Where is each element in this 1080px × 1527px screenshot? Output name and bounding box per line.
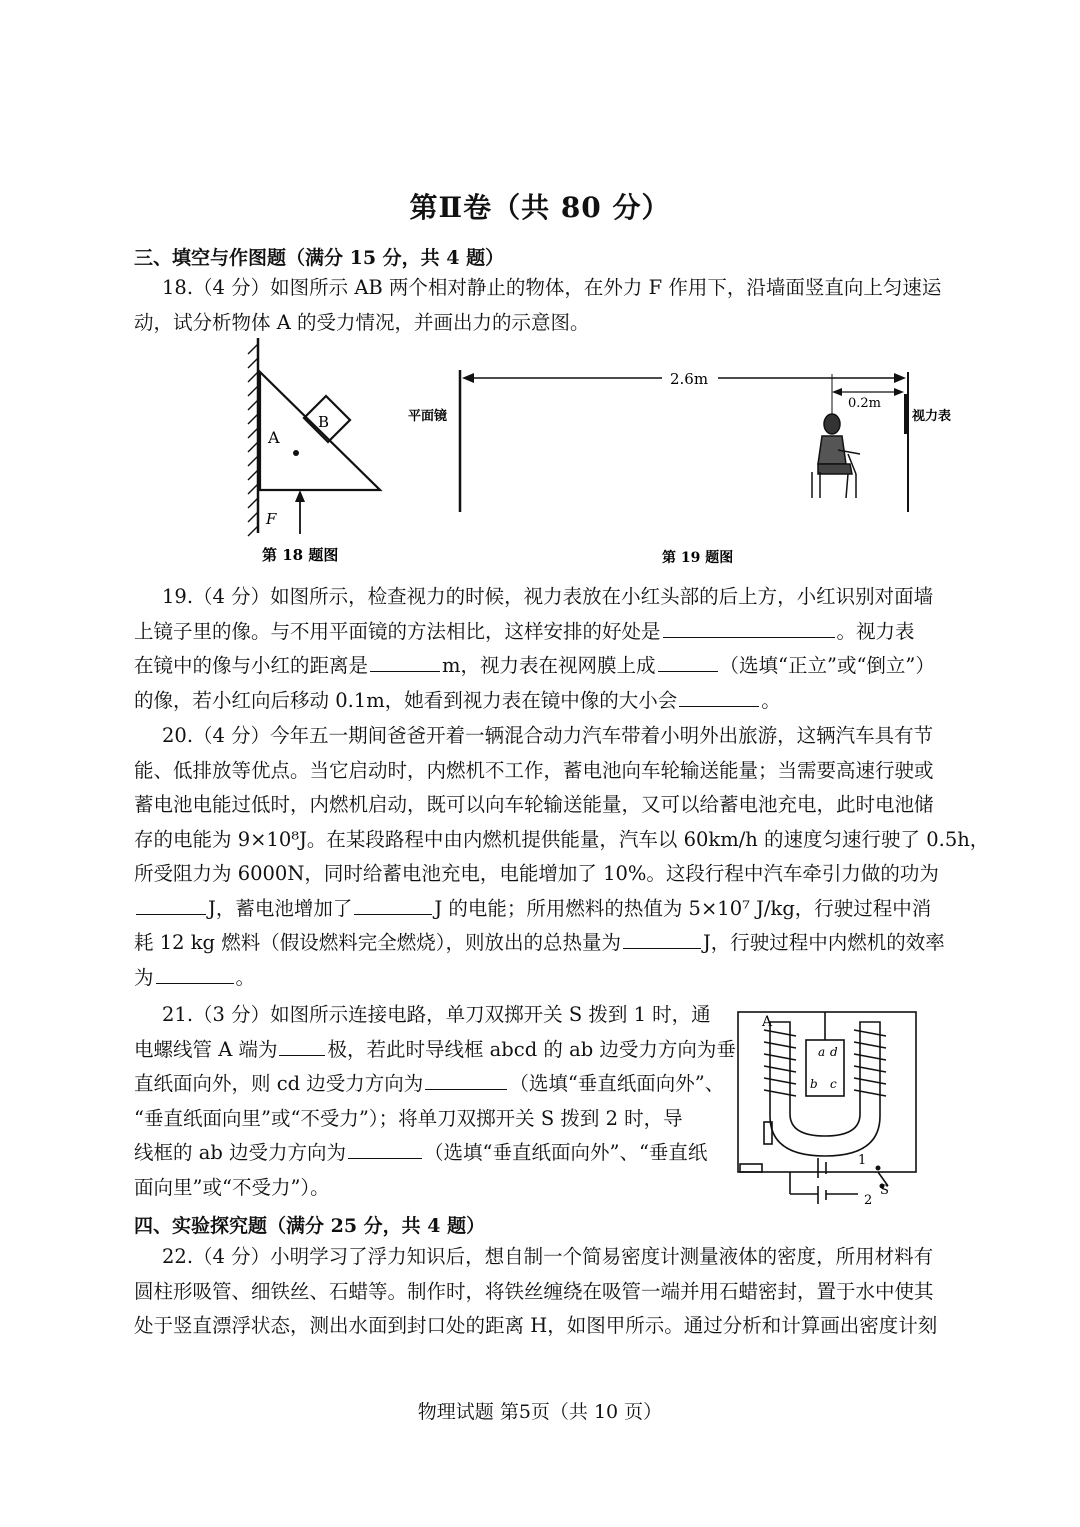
mirror-label: 平面镜 [408, 409, 448, 424]
answer-blank-q21-ab[interactable] [348, 1138, 422, 1159]
q22-line-1: 22.（4 分）小明学习了浮力知识后，想自制一个简易密度计测量液体的密度，所用材料有 [162, 1245, 934, 1268]
fig21-label-b: b [810, 1077, 818, 1091]
q19-line-4b: 。 [761, 688, 781, 712]
page-footer: 物理试题 第5页（共 10 页） [417, 1401, 663, 1423]
question-22 [134, 1240, 949, 1344]
q19-line-3b: m，视力表在视网膜上成 [442, 654, 656, 677]
q21-line-5a: 线框的 ab 边受力方向为 [134, 1141, 347, 1164]
q19-line-2b: 。视力表 [836, 619, 915, 643]
q20-line-7a: 耗 12 kg 燃料（假设燃料完全燃烧），则放出的总热量为 [134, 931, 621, 954]
q20-line-2: 能、低排放等优点。当它启动时，内燃机不工作，蓄电池向车轮输送能量；当需要高速行驶或 [134, 758, 934, 782]
fig21-label-1: 1 [858, 1153, 867, 1168]
question-21 [134, 998, 736, 1205]
question-19 [134, 580, 949, 718]
answer-blank-q21-pole[interactable] [279, 1035, 325, 1056]
fig21-label-s: S [880, 1183, 889, 1198]
q20-line-1: 20.（4 分）今年五一期间爸爸开着一辆混合动力汽车带着小明外出旅游，这辆汽车具有节 [162, 724, 934, 747]
q20-line-6a: J，蓄电池增加了 [208, 896, 353, 920]
q18-line-1: 18.（4 分）如图所示 AB 两个相对静止的物体，在外力 F 作用下，沿墙面竖直向上匀速运 [162, 276, 942, 299]
q20-line-5: 所受阻力为 6000N，同时给蓄电池充电，电能增加了 10%。这段行程中汽车牵引力做的功为 [134, 862, 939, 885]
q21-line-3a: 直纸面向外，则 cd 边受力方向为 [134, 1072, 424, 1095]
figure-19 [400, 360, 970, 570]
section-4-heading: 四、实验探究题（满分 25 分，共 4 题） [134, 1215, 486, 1237]
answer-blank-q19-image[interactable] [658, 651, 718, 672]
q22-line-2: 圆柱形吸管、细铁丝、石蜡等。制作时，将铁丝缠绕在吸管一端并用石蜡密封，置于水中使其 [134, 1279, 934, 1303]
q19-line-3c: （选填“正立”或“倒立”） [719, 654, 935, 677]
fig21-label-a: a [818, 1045, 826, 1059]
q20-line-8a: 为 [134, 965, 154, 989]
q19-line-4a: 的像，若小红向后移动 0.1m，她看到视力表在镜中像的大小会 [134, 688, 678, 712]
q19-line-1: 19.（4 分）如图所示，检查视力的时候，视力表放在小红头部的后上方，小红识别对面墙 [162, 585, 934, 608]
answer-blank-q20-efficiency[interactable] [156, 963, 234, 984]
answer-blank-q20-heat[interactable] [623, 928, 701, 949]
figure-18 [240, 338, 400, 573]
center-dot [293, 450, 299, 456]
q21-line-2a: 电螺线管 A 端为 [134, 1037, 278, 1061]
answer-blank-q19-benefit[interactable] [663, 617, 835, 638]
distance-small: 0.2m [848, 396, 882, 411]
section-3-heading: 三、填空与作图题（满分 15 分，共 4 题） [134, 247, 505, 269]
q21-line-2b: 极，若此时导线框 abcd 的 ab 边受力方向为垂 [327, 1037, 736, 1061]
chart-label: 视力表 [912, 409, 952, 424]
label-b: B [318, 413, 330, 431]
figure-18-caption: 第 18 题图 [262, 546, 339, 564]
girl-figure [812, 414, 860, 498]
answer-blank-q21-cd[interactable] [425, 1069, 507, 1090]
q20-line-7b: J，行驶过程中内燃机的效率 [702, 931, 945, 954]
answer-blank-q19-distance[interactable] [370, 651, 440, 672]
figure-21 [730, 1006, 930, 1210]
distance-total: 2.6m [670, 370, 709, 388]
question-18 [134, 271, 949, 340]
question-20 [134, 719, 990, 995]
fig21-label-d: d [830, 1045, 838, 1059]
figure-19-caption: 第 19 题图 [662, 550, 734, 566]
q20-line-6b: J 的电能；所用燃料的热值为 5×10⁷ J/kg，行驶过程中消 [434, 896, 932, 920]
q19-line-2a: 上镜子里的像。与不用平面镜的方法相比，这样安排的好处是 [134, 619, 661, 643]
page-title: 第Ⅱ卷（共 80 分） [409, 191, 671, 224]
q18-line-2: 动，试分析物体 A 的受力情况，并画出力的示意图。 [134, 310, 590, 334]
answer-blank-q20-energy[interactable] [354, 894, 432, 915]
label-f: F [266, 510, 277, 528]
q20-line-4: 存的电能为 9×10⁸J。在某段路程中由内燃机提供能量，汽车以 60km/h 的速度匀速行驶了 0.5h， [134, 827, 990, 851]
q21-line-1: 21.（3 分）如图所示连接电路，单刀双掷开关 S 拨到 1 时，通 [162, 1003, 711, 1026]
fig21-label-2: 2 [864, 1193, 873, 1208]
q21-line-3b: （选填“垂直纸面向外”、 [509, 1072, 725, 1095]
q21-line-6: 面向里”或“不受力”）。 [134, 1175, 330, 1199]
fig21-label-c: c [830, 1077, 837, 1091]
q21-line-5b: （选填“垂直纸面向外”、“垂直纸 [424, 1141, 708, 1164]
q21-line-4: “垂直纸面向里”或“不受力”）；将单刀双掷开关 S 拨到 2 时，导 [134, 1106, 683, 1130]
label-a: A [268, 428, 280, 447]
q22-line-3: 处于竖直漂浮状态，测出水面到封口处的距离 H，如图甲所示。通过分析和计算画出密度计刻 [134, 1314, 938, 1337]
fig21-label-a-end: A [762, 1014, 773, 1030]
answer-blank-q19-size[interactable] [679, 686, 759, 707]
q19-line-3a: 在镜中的像与小红的距离是 [134, 654, 369, 677]
q20-line-3: 蓄电池电能过低时，内燃机启动，既可以向车轮输送能量，又可以给蓄电池充电，此时电池储 [134, 793, 934, 816]
answer-blank-q20-work[interactable] [136, 894, 206, 915]
q20-line-8b: 。 [235, 965, 256, 989]
